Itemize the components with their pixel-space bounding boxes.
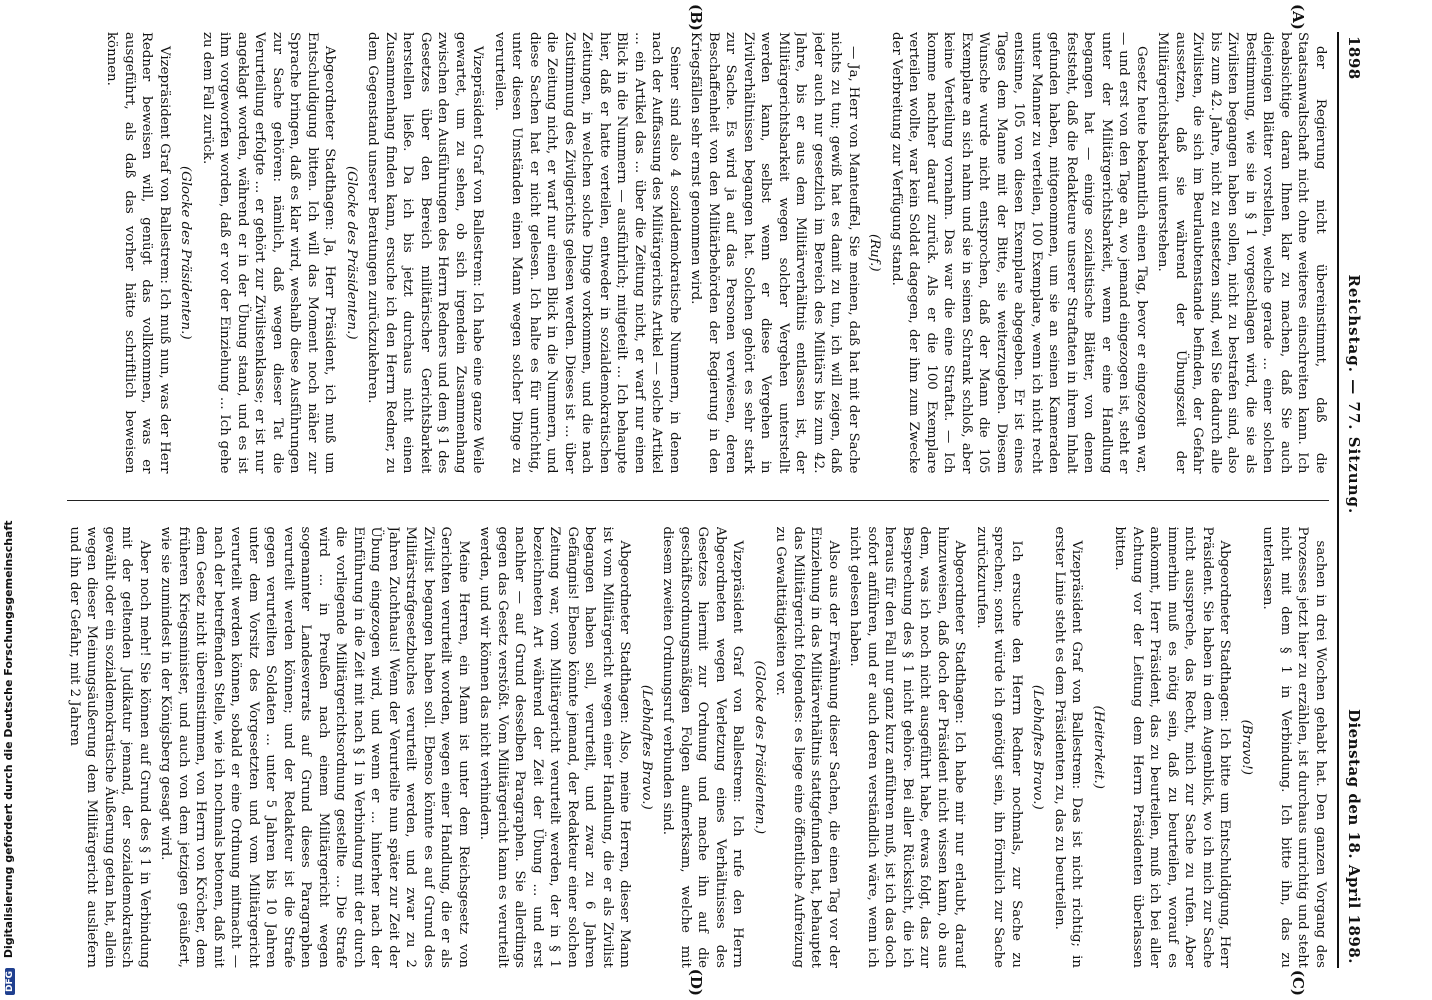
- column-left-paragraph: (Ruf.): [867, 233, 883, 272]
- column-left-paragraph: Seiner sind also 4 sozialdemokratische Nummern, in denen nach der Auffassung des Militärgerichts Artikel — solche Artikel ... ein Artikel das ... über die Zeitung nicht, er warf nur einen Blick in die Nummern — ausführlich; mitgeteilt ... Ich behaupte hier, daß er hatte verteilen, entweder in sozialdemokratischen Zeitungen, in welchen solche Dinge vorkommen, und die nach Zustimmung des Zivilgerichts gelesen werden. Dieses ist ... über die Zeitung nicht, er warf nur einen Blick in die Nummern, und diese Sachen hat er nicht gelesen. Ich halte es für unrichtig, unter diesen Umständen einen Mann wegen solcher Dinge zu verurteilen.: [492, 32, 682, 474]
- column-left: [67, 32, 1329, 474]
- column-left-paragraph: — Ja, Herr von Manteuffel, Sie meinen, daß hat mit der Sache nichts zu tun; gewiß hat es damit zu tun, ich will zeigen, daß jeder auch nur gesetzlich im Bereich des Militärs bis zum 42. Jahre, bis er aus dem Militärverhältnis entlassen ist, der Militärgerichtsbarkeit wegen solcher Vergehen unterstellt werden kann, selbst wenn er diese Vergehen in Zivilverhältnissen begangen hat. Solchen gehört es sehr stark zur Sache. Es wird ja auf das Personen verwiesen, deren Beschaffenheit von den Militärbehörden der Regierung in den Kriegsfällen sehr ernst genommen wird.: [688, 32, 861, 474]
- dfg-logo: DFG: [5, 968, 15, 995]
- column-right-paragraph: sachen in drei Wochen gehabt hat. Den ganzen Vorgang des Prozesses jetzt hier zu erzählen, ist durchaus unrichtig und steht nicht mit dem § 1 in Verbindung. Ich bitte ihn, das zu unterlassen.: [1260, 526, 1328, 968]
- digitization-note: Digitalisierung gefördert durch die Deutsche Forschungsgemeinschaft: [2, 520, 15, 959]
- column-left-paragraph: (Glocke des Präsidenten.): [178, 165, 194, 340]
- column-right-paragraph: Aber noch mehr! Sie können auf Grund des § 1 in Verbindung mit der geltenden Judikatur jemand, der sozialdemokratisch gewählt oder ein sozialdemokratische Äußerung getan hat, allein wegen dieser Meinungsäußerung dem Militärgericht ausliefern und ihn der Gefahr, mit 2 Jahren: [67, 526, 152, 968]
- column-right-paragraph: Abgeordneter Stadthagen: Also, meine Herren, dieser Mann ist vom Militärgericht wegen einer Handlung, die er als Zivilist begangen haben soll, verurteilt, und zwar zu 6 Jahren Gefängnis! Ebenso könnte jemand, der Redakteur einer solchen Zeitung war, vom Militärgericht verurteilt werden, der in § 1 bezeichneten Art während der Zeit der Übung ... und erst nachher — auf Grund desselben Paragraphen. Sie allerdings gegen das Gesetz verstößt. Vom Militärgericht kann es verurteilt werden, und wir können das nicht verhindern.: [477, 526, 633, 968]
- column-right-paragraph: Ich ersuche den Herrn Redner nochmals, zur Sache zu sprechen; sonst würde ich genötigt sein, ihn förmlich zur Sache zurückzurufen.: [974, 526, 1024, 968]
- column-left-paragraph: Vizepräsident Graf von Ballestrem: Ich muß nun, was der Herr Redner beweisen will, genügt das vollkommen, was er ausgeführt, als daß das vorher hätte schriftlich beweisen können.: [104, 32, 172, 474]
- page-date: Dienstag den 18. April 1898.: [1345, 708, 1363, 964]
- column-divider: [67, 500, 1329, 501]
- margin-marker-c: (C): [1289, 969, 1307, 996]
- margin-marker-b: (B): [687, 4, 705, 31]
- column-right-paragraph: Vizepräsident Graf von Ballestrem: Das ist nicht richtig; in erster Linie steht es dem Präsidenten zu, das zu beurteilen.: [1052, 526, 1085, 968]
- column-right-paragraph: (Glocke des Präsidenten.): [752, 660, 767, 835]
- column-right-paragraph: (Lebhaftes Bravo.): [639, 684, 654, 810]
- column-left-paragraph: (Glocke des Präsidenten.): [344, 165, 359, 340]
- column-right-paragraph: Also aus der Erwähnung dieser Sachen, die einen Tag vor der Einziehung in das Militärverhältnis stattgefunden hat, behauptet das Militärgericht folgendes: es liege eine öffentliche Aufreizung zu Gewalttätigkeiten vor.: [773, 526, 841, 968]
- column-right-paragraph: Abgeordneter Stadthagen: Ich habe mir nur erlaubt, darauf hinzuweisen, daß doch der Präsident nicht wissen kann, ob aus dem, was ich noch nicht ausgeführt habe, etwas folgt, das zur Besprechung des § 1 nicht gehöre. Bei aller Rücksicht, die ich heraus für den Fall nur ganz kurz anführen muß, ist ich das doch sofort anführen, und er auch deren verständlich wäre, wenn ich nicht gelesen haben.: [847, 526, 968, 968]
- column-left-paragraph: Abgeordneter Stadthagen: Ja, Herr Präsident, ich muß um Entschuldigung bitten. Ich will das Moment noch näher zur Sprache bringen, daß es klar wird, weshalb diese Ausführungen zur Sache gehören: nämlich, daß wegen dieser Tat die Verurteilung erfolgte ... er gehört zur Zivilistenklasse; er ist nur angeklagt worden, während er in der Übung stand, und es ist ihm vorgeworfen worden, daß er vor der Einziehung ... Ich gehe zu dem Fall zurück.: [200, 32, 338, 474]
- page-title: Reichstag. — 77. Sitzung.: [1345, 274, 1363, 515]
- column-right-paragraph: (Lebhaftes Bravo.): [1030, 684, 1046, 810]
- column-right-paragraph: Vizepräsident Graf von Ballestrem: Ich rufe den Herrn Abgeordneten wegen Verletzung eines Verhältnisses des Gesetzes hiermit zur Ordnung und mache ihn auf die geschäftsordnungsmäßigen Folgen aufmerksam, welche mit diesem zweiten Ordnungsruf verbunden sind.: [660, 526, 746, 968]
- column-left-paragraph: Gesetz heute bekanntlich einen Tag, bevor er eingezogen war, — und erst von den Tage an, wo jemand eingezogen ist, steht er unter der Militärgerichtsbarkeit, wenn er eine Handlung begangen hat — einige sozialistische Blätter, von denen feststeht, daß die Redakteure unserer Straftaten in ihrem Inhalt gefunden haben, mitgenommen, um sie an seinen Kameraden unter Manner zu verteilen, 100 Exemplare, wenn ich nicht recht entsinne, 105 von diesen Exemplare abgegeben. Er ist eines Tages dem Manne mit der Bitte, sie weiterzugeben. Diesem Wunsche wurde nicht entsprochen, daß der Mann die 105 Exemplare an sich nahm und sie in seinen Schrank schloß, aber keine Verteilung vornahm. Das war die eine Straftat. — Ich komme nachher darauf zurück. Als er die 100 Exemplare verteilen wollte, war kein Soldat dagegen, der ihm zum Zwecke der Verbreitung zur Verfügung stand.: [889, 32, 1149, 474]
- column-right-paragraph: (Bravo!): [1239, 719, 1254, 775]
- columns: [67, 32, 1329, 968]
- column-left-paragraph: Vizepräsident Graf von Ballestrem: Ich habe eine ganze Weile gewartet, um zu sehen, ob sich irgendein Zusammenhang zwischen den Ausführungen des Herrn Redners und dem § 1 des Gesetzes über den Bereich militärischer Gerichtsbarkeit herstellen ließe. Da ich bis jetzt durchaus nicht einen Zusammenhang finden kann, ersuche ich den Herrn Redner, zu dem Gegenstand unserer Beratungen zurückzukehren.: [365, 32, 486, 474]
- column-right: [67, 527, 1329, 969]
- page-header: [1337, 32, 1385, 968]
- page-year: 1898: [1345, 36, 1363, 80]
- column-left-paragraph: der Regierung nicht übereinstimmt, daß die Staatsanwaltschaft nicht ohne weiteres einschreiten kann. Ich beabsichtige daran Ihnen klar zu machen, daß Sie auch diejenigen Blätter vorstellen, welche gerade ... einer solchen Bestimmung, wie sie in § 1 vorgeschlagen wird, die sie als Zivilisten begangen haben sollen, nicht zu bestrafen sind, also bis zum 42. Jahre, nicht zu entsetzen sind, weil Sie dadurch alle Zivilisten, die sich im Beurlaubtenstande befinden, der Gefahr aussetzen, daß sie während der Übungszeit der Militärgerichtsbarkeit unterstehen.: [1155, 32, 1328, 474]
- column-right-paragraph: Meine Herren, ein Mann ist unter dem Reichsgesetz von Gerichten verurteilt worden, wegen einer Handlung, die er als Zivilist begangen haben soll. Ebenso könnte es auf Grund des Militärstrafgesetzbuches verurteilt werden, und zwar zu 2 Jahren Zuchthaus! Wenn der Verurteilte nun später zur Zeit der Übung eingezogen wird, und wenn er ... hinterher nach der Einführung in die Zeit mit nach § 1 in Verbindung mit der durch die vorliegende Militärgerichtsordnung gestellte ... Die Strafe wird ... in Preußen nach einem Militärgericht wegen sogenannter Landesverrats auf Grund dieses Paragraphen verurteilt werden können; und der Redakteur ist die Strafe gegen verurteilten Soldaten ... unter 5 Jahren bis 10 Jahren unter dem Vorsitz des Vorgesetzten und vom Militärgericht verurteilt werden können, sobald er eine Ordnung mitmacht — nach der betreffenden Stelle, wie ich nochmals betonen, daß mit dem Gesetz nicht übereinstimmen, von Herrn von Kröcher, dem früheren Kriegsminister, und auch von dem jetzigen geäußert, wie sie zumindest in der Königsberg gesagt wird.: [158, 526, 471, 968]
- column-right-paragraph: Abgeordneter Stadthagen: Ich bitte um Entschuldigung, Herr Präsident. Sie haben in dem Augenblick, wo ich mich zur Sache nicht ausspreche, das Recht, mich zur Sache zu rufen. Aber immerhin muß es nötig sein, daß zu beurteilen, worauf es ankommt, Herr Präsident, das zu beurteilen, muß ich bei aller Achtung vor der Leitung dem Herrn Präsidenten überlassen bitten.: [1112, 526, 1233, 968]
- margin-marker-d: (D): [687, 968, 705, 996]
- margin-marker-a: (A): [1289, 4, 1307, 30]
- column-right-paragraph: (Heiterkeit.): [1091, 705, 1106, 789]
